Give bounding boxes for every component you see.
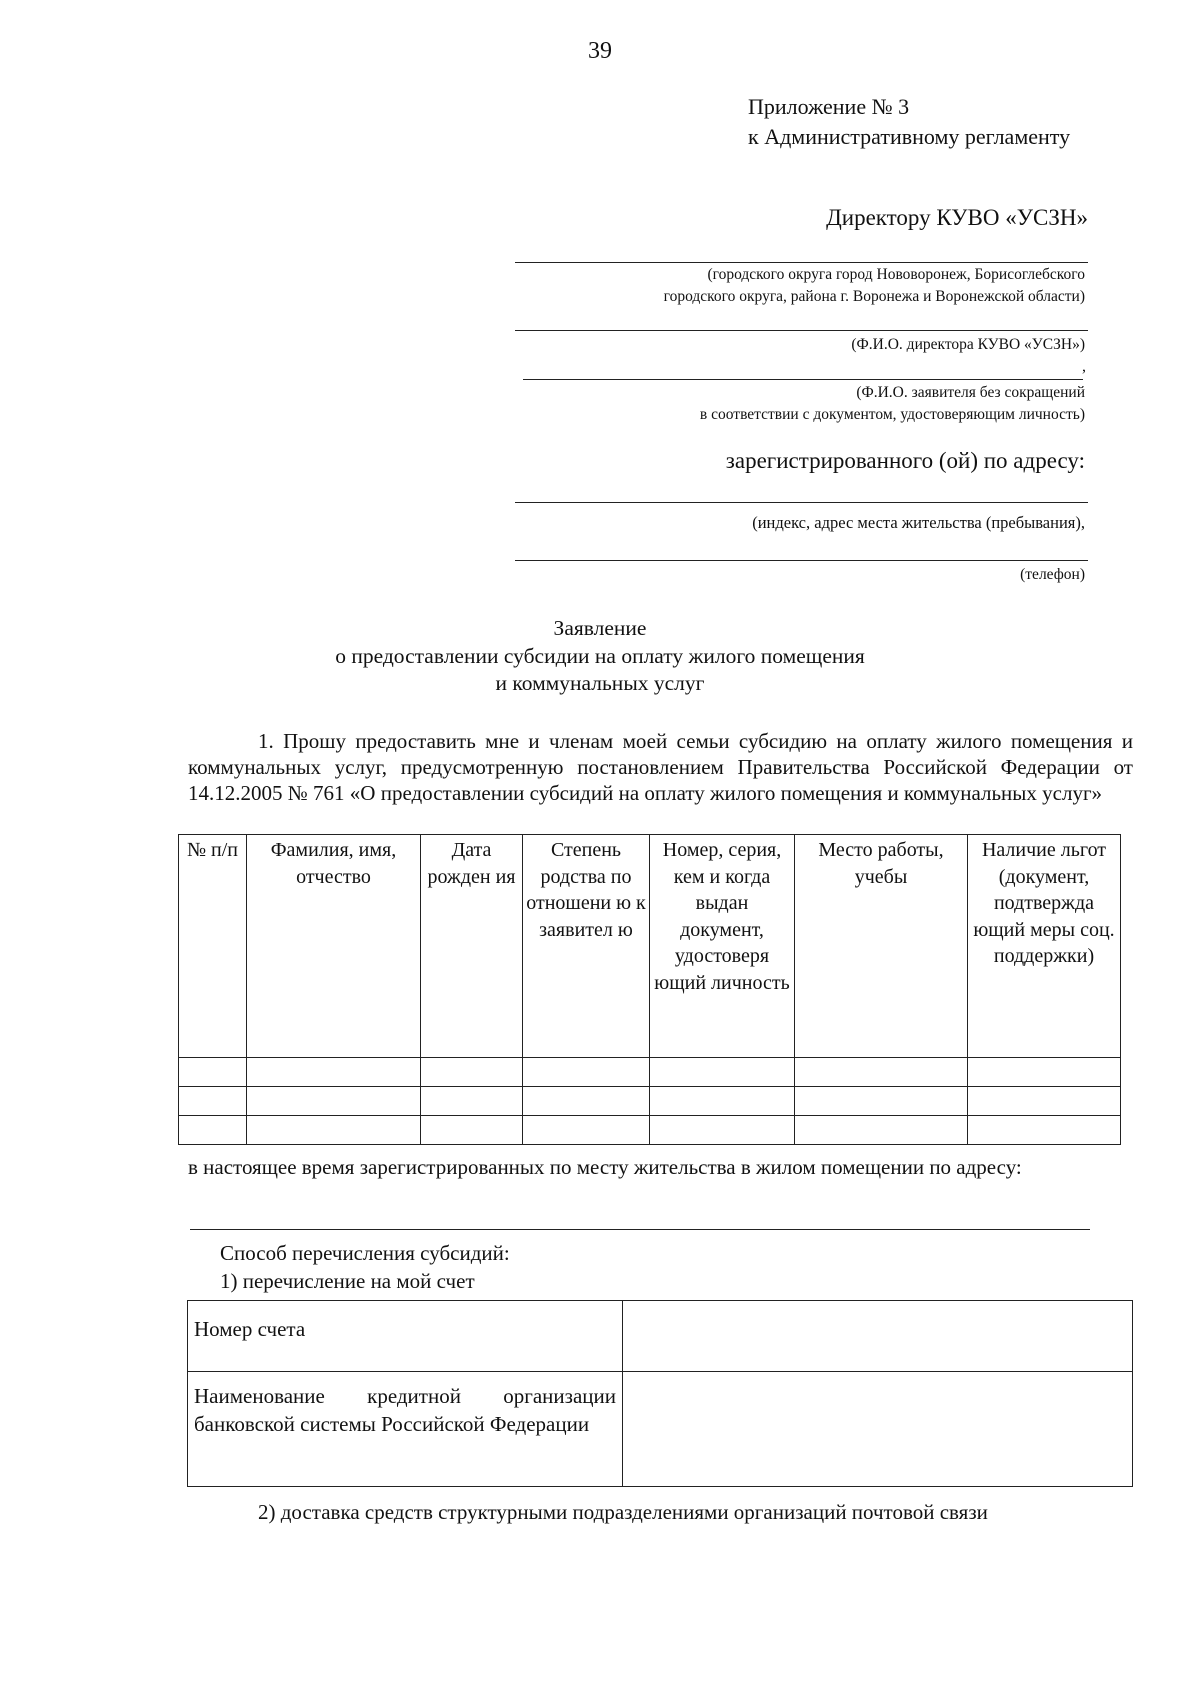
applicant-name-blank-line[interactable] [523,379,1083,380]
bank-name-label: Наименование кредитной организации банковской системы Российской Федерации [188,1372,623,1487]
table-row [179,1087,1121,1116]
bank-details-table [187,1300,1133,1487]
request-paragraph [188,728,1133,806]
payment-option-postal-text: 2) доставка средств структурными подразделениями организаций почтовой связи [258,1500,988,1524]
family-members-table [178,834,1121,1145]
account-number-label: Номер счета [188,1301,623,1372]
header-birth-date: Дата рожден ия [421,835,523,1058]
header-full-name: Фамилия, имя, отчество [247,835,421,1058]
table-cell[interactable] [247,1116,421,1145]
residence-address-blank-line[interactable] [190,1229,1090,1230]
table-cell[interactable] [523,1058,650,1087]
table-cell[interactable] [179,1116,247,1145]
header-benefits: Наличие льгот (документ, подтвержда ющий меры соц. поддержки) [968,835,1121,1058]
addressee-heading: Директору КУВО «УСЗН» [826,205,1088,230]
director-fio-caption: (Ф.И.О. директора КУВО «УСЗН») [851,336,1085,353]
address-caption: (индекс, адрес места жительства (пребывания), [752,513,1085,532]
header-relationship: Степень родства по отношени ю к заявител ю [523,835,650,1058]
table-cell[interactable] [795,1058,968,1087]
table-cell[interactable] [421,1116,523,1145]
table-cell[interactable] [795,1087,968,1116]
district-blank-line[interactable] [515,262,1088,263]
table-cell[interactable] [650,1116,795,1145]
applicant-fio-caption-line-1: (Ф.И.О. заявителя без сокращений [856,384,1085,401]
document-subtitle-line-2: и коммунальных услуг [495,671,705,695]
applicant-fio-caption-line-2: в соответствии с документом, удостоверяющим личность) [699,406,1085,423]
account-number-field[interactable] [623,1301,1133,1372]
header-workplace: Место работы, учебы [795,835,968,1058]
district-caption-line-1: (городского округа город Нововоронеж, Борисоглебского [707,266,1085,283]
document-subtitle-line-1: о предоставлении субсидии на оплату жилого помещения [335,644,865,668]
director-name-blank-line[interactable] [515,330,1088,331]
registered-residents-sentence: в настоящее время зарегистрированных по месту жительства в жилом помещении по адресу: [188,1155,1022,1179]
address-blank-line[interactable] [515,502,1088,503]
request-paragraph-text: 1. Прошу предоставить мне и членам моей семьи субсидию на оплату жилого помещения и коммунальных услуг, предусмотренную постановлением Правительства Российской Федерации от 14.12.2005 № 761 «О предоставлении субсидий на оплату жилого помещения и коммунальных услуг» [188,729,1133,805]
phone-blank-line[interactable] [515,560,1088,561]
header-identity-document: Номер, серия, кем и когда выдан документ, удостоверя ющий личность [650,835,795,1058]
table-row [188,1301,1133,1372]
payment-method-heading: Способ перечисления субсидий: [220,1241,510,1265]
table-cell[interactable] [179,1058,247,1087]
registered-residents-text [188,1154,1133,1180]
table-cell[interactable] [650,1087,795,1116]
table-cell[interactable] [650,1058,795,1087]
payment-option-postal [188,1498,1133,1526]
appendix-line-1: Приложение № 3 [748,94,910,119]
table-cell[interactable] [247,1058,421,1087]
table-row [188,1372,1133,1487]
header-number: № п/п [179,835,247,1058]
district-caption-line-2: городского округа, района г. Воронежа и Воронежской области) [663,288,1085,305]
registered-address-label: зарегистрированного (ой) по адресу: [725,448,1085,473]
table-cell[interactable] [421,1058,523,1087]
payment-option-account: 1) перечисление на мой счет [220,1269,475,1293]
phone-caption: (телефон) [1020,566,1085,583]
table-cell[interactable] [523,1116,650,1145]
table-cell[interactable] [795,1116,968,1145]
table-cell[interactable] [968,1087,1121,1116]
document-title: Заявление [553,616,647,640]
table-cell[interactable] [247,1087,421,1116]
page-number: 39 [588,38,612,64]
appendix-line-2: к Административному регламенту [748,124,1071,149]
table-row [179,1058,1121,1087]
table-row [179,1116,1121,1145]
table-cell[interactable] [523,1087,650,1116]
applicant-comma: , [1082,358,1086,375]
table-cell[interactable] [179,1087,247,1116]
table-cell[interactable] [968,1116,1121,1145]
table-cell[interactable] [421,1087,523,1116]
table-cell[interactable] [968,1058,1121,1087]
bank-name-field[interactable] [623,1372,1133,1487]
